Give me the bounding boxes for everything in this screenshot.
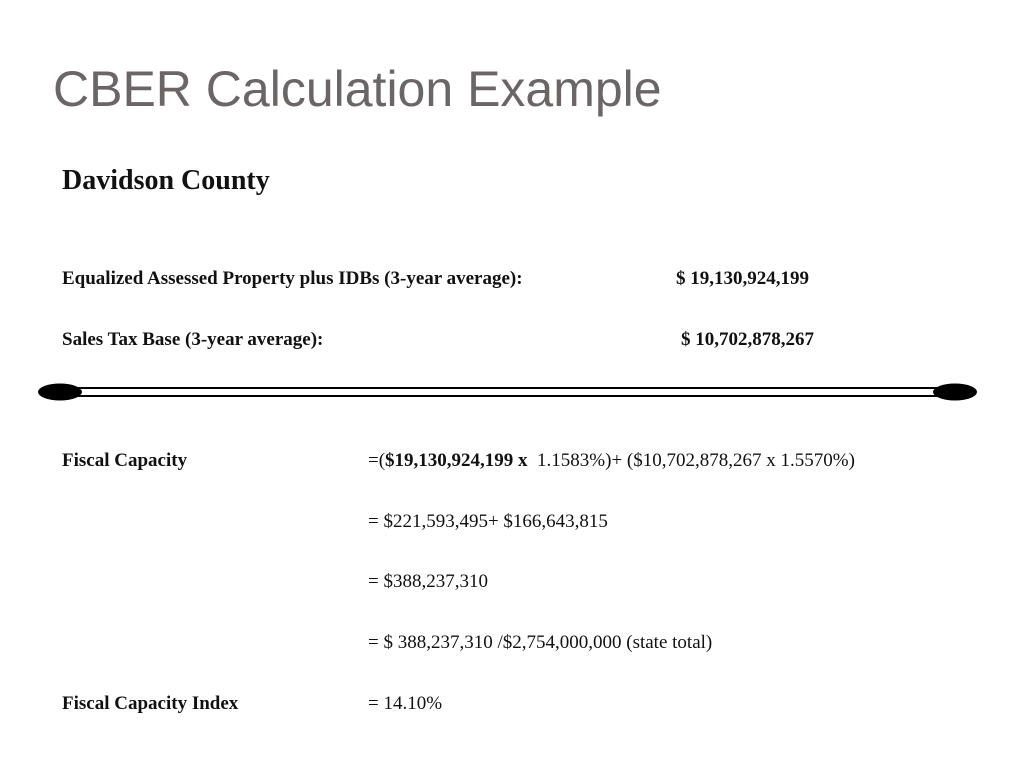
calc-line-2: = $221,593,495+ $166,643,815 <box>368 511 608 532</box>
calc-line-4: = $ 388,237,310 /$2,754,000,000 (state total) <box>368 632 713 653</box>
calc-line-3: = $388,237,310 <box>368 571 488 592</box>
calc-line-1 <box>368 451 855 470</box>
county-heading: Davidson County <box>62 165 270 196</box>
sales-tax-label: Sales Tax Base (3-year average): <box>62 329 324 350</box>
divider-line <box>38 380 980 406</box>
fiscal-capacity-index-label: Fiscal Capacity Index <box>62 693 239 714</box>
calc-sales-term: ($10,702,878,267 x 1.5570%) <box>626 450 855 471</box>
property-label: Equalized Assessed Property plus IDBs (3-year average): <box>62 268 523 289</box>
slide-title: CBER Calculation Example <box>53 61 662 117</box>
calc-multiply: x <box>518 450 528 471</box>
calc-property-term: $19,130,924,199 <box>385 450 514 471</box>
fiscal-capacity-label: Fiscal Capacity <box>62 450 188 471</box>
calc-rate-1: 1.1583%)+ <box>537 450 623 471</box>
calc-open: =( <box>368 450 386 471</box>
property-value: $ 19,130,924,199 <box>676 268 809 289</box>
fiscal-capacity-index-value: = 14.10% <box>368 693 443 714</box>
sales-tax-value: $ 10,702,878,267 <box>681 329 814 350</box>
